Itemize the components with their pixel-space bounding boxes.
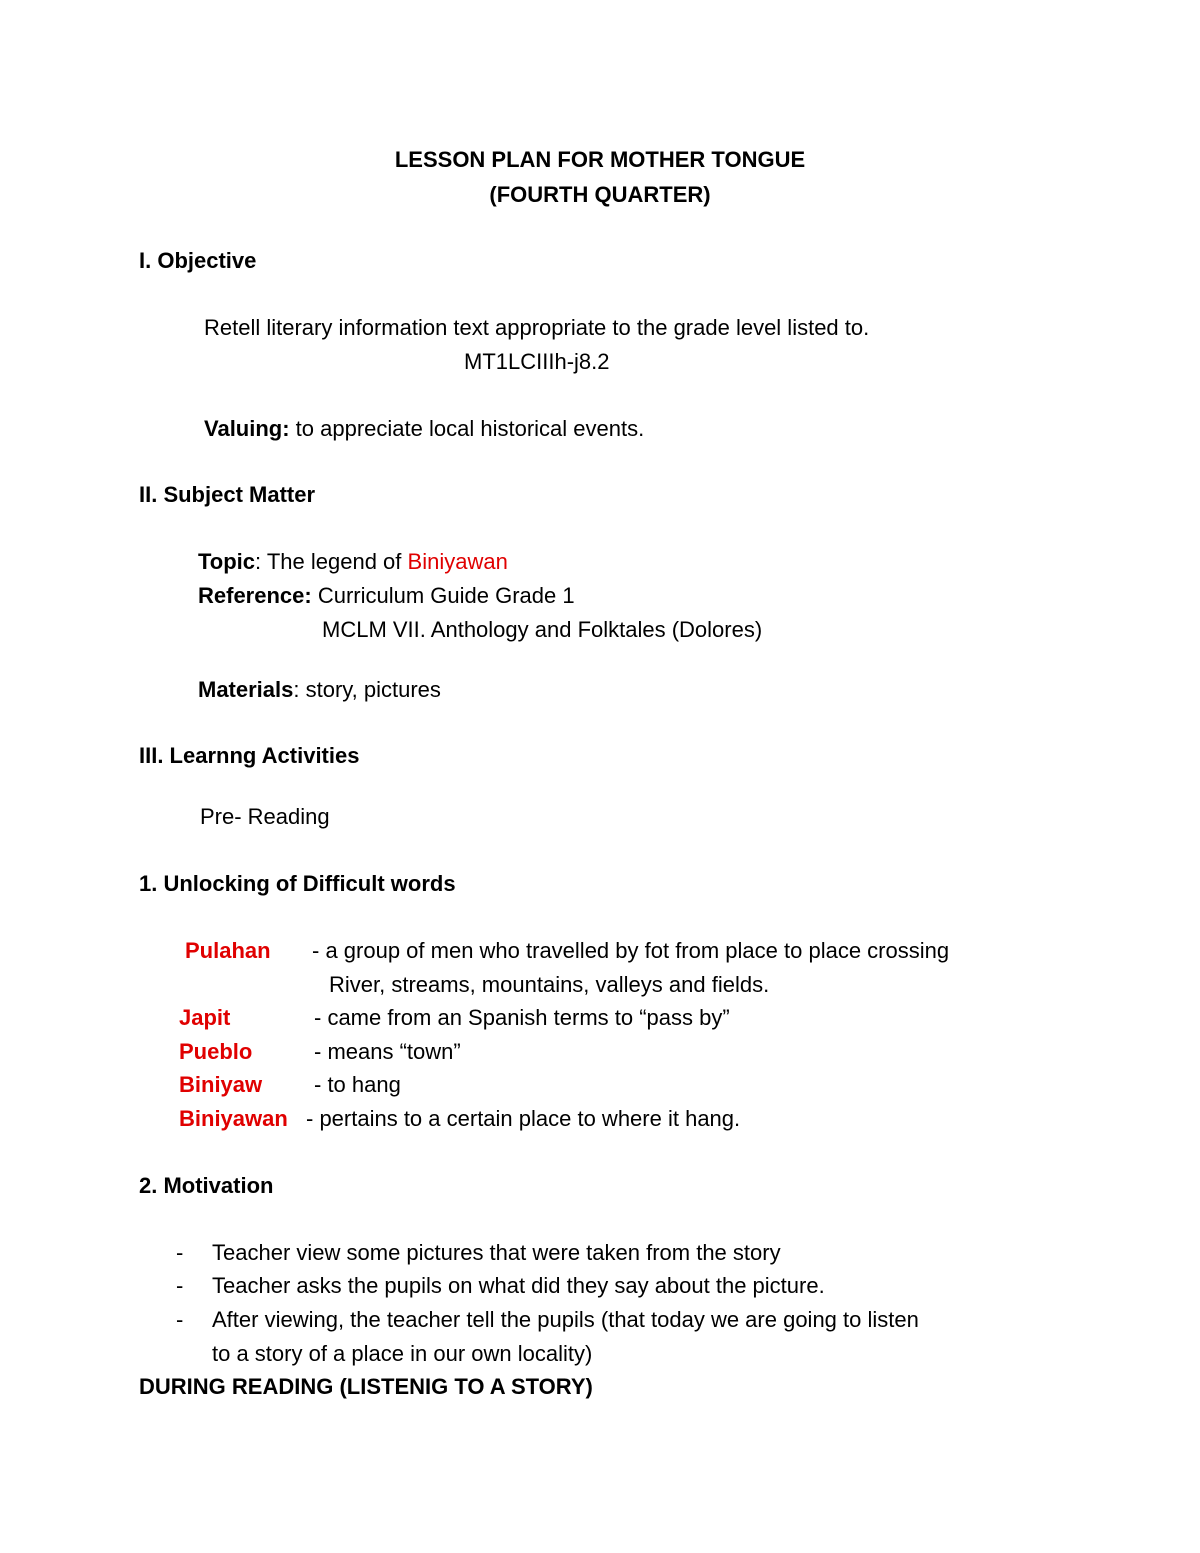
vocab-word: Pulahan bbox=[185, 938, 271, 963]
reference-text: Curriculum Guide Grade 1 bbox=[311, 583, 575, 608]
unlocking-heading: 1. Unlocking of Difficult words bbox=[139, 871, 456, 896]
materials-text: : story, pictures bbox=[293, 677, 441, 702]
materials-label: Materials bbox=[198, 677, 294, 702]
materials-line bbox=[198, 679, 441, 701]
objective-text: Retell literary information text appropriate to the grade level listed to. bbox=[204, 315, 870, 340]
motivation-item-continuation: to a story of a place in our own locality) bbox=[212, 1341, 593, 1366]
subject-matter-heading: II. Subject Matter bbox=[139, 482, 316, 507]
page-subtitle: (FOURTH QUARTER) bbox=[489, 182, 711, 207]
reference-label: Reference: bbox=[198, 583, 312, 608]
bullet-dash: - bbox=[176, 1307, 184, 1332]
during-reading-heading: DURING READING (LISTENIG TO A STORY) bbox=[139, 1374, 593, 1399]
page-title: LESSON PLAN FOR MOTHER TONGUE bbox=[394, 147, 806, 172]
reference-continuation: MCLM VII. Anthology and Folktales (Dolores) bbox=[322, 617, 763, 642]
vocab-word: Pueblo bbox=[179, 1039, 253, 1064]
vocab-word: Biniyawan bbox=[179, 1106, 288, 1131]
motivation-item: Teacher view some pictures that were taken from the story bbox=[212, 1240, 781, 1265]
valuing-line bbox=[204, 418, 644, 440]
reference-line bbox=[198, 585, 575, 607]
motivation-item: Teacher asks the pupils on what did they say about the picture. bbox=[212, 1273, 825, 1298]
vocab-definition: - a group of men who travelled by fot from place to place crossing bbox=[312, 938, 950, 963]
vocab-definition: - came from an Spanish terms to “pass by” bbox=[314, 1005, 730, 1030]
competency-code: MT1LCIIIh-j8.2 bbox=[464, 349, 610, 374]
pre-reading-label: Pre- Reading bbox=[200, 804, 330, 829]
vocab-definition: - to hang bbox=[314, 1072, 401, 1097]
bullet-dash: - bbox=[176, 1240, 184, 1265]
vocab-definition-continuation: River, streams, mountains, valleys and fields. bbox=[329, 972, 770, 997]
topic-separator: : The legend of bbox=[255, 549, 408, 574]
motivation-item: After viewing, the teacher tell the pupils (that today we are going to listen bbox=[212, 1307, 919, 1332]
bullet-dash: - bbox=[176, 1273, 184, 1298]
topic-label: Topic bbox=[198, 549, 256, 574]
topic-line bbox=[198, 551, 508, 573]
vocab-definition: - pertains to a certain place to where it hang. bbox=[306, 1106, 741, 1131]
valuing-text: to appreciate local historical events. bbox=[289, 416, 645, 441]
vocab-definition: - means “town” bbox=[314, 1039, 461, 1064]
motivation-heading: 2. Motivation bbox=[139, 1173, 274, 1198]
topic-value: Biniyawan bbox=[407, 549, 508, 574]
valuing-label: Valuing: bbox=[204, 416, 290, 441]
activities-heading: III. Learnng Activities bbox=[139, 743, 360, 768]
vocab-word: Biniyaw bbox=[179, 1072, 263, 1097]
vocab-word: Japit bbox=[179, 1005, 231, 1030]
objective-heading: I. Objective bbox=[139, 248, 257, 273]
